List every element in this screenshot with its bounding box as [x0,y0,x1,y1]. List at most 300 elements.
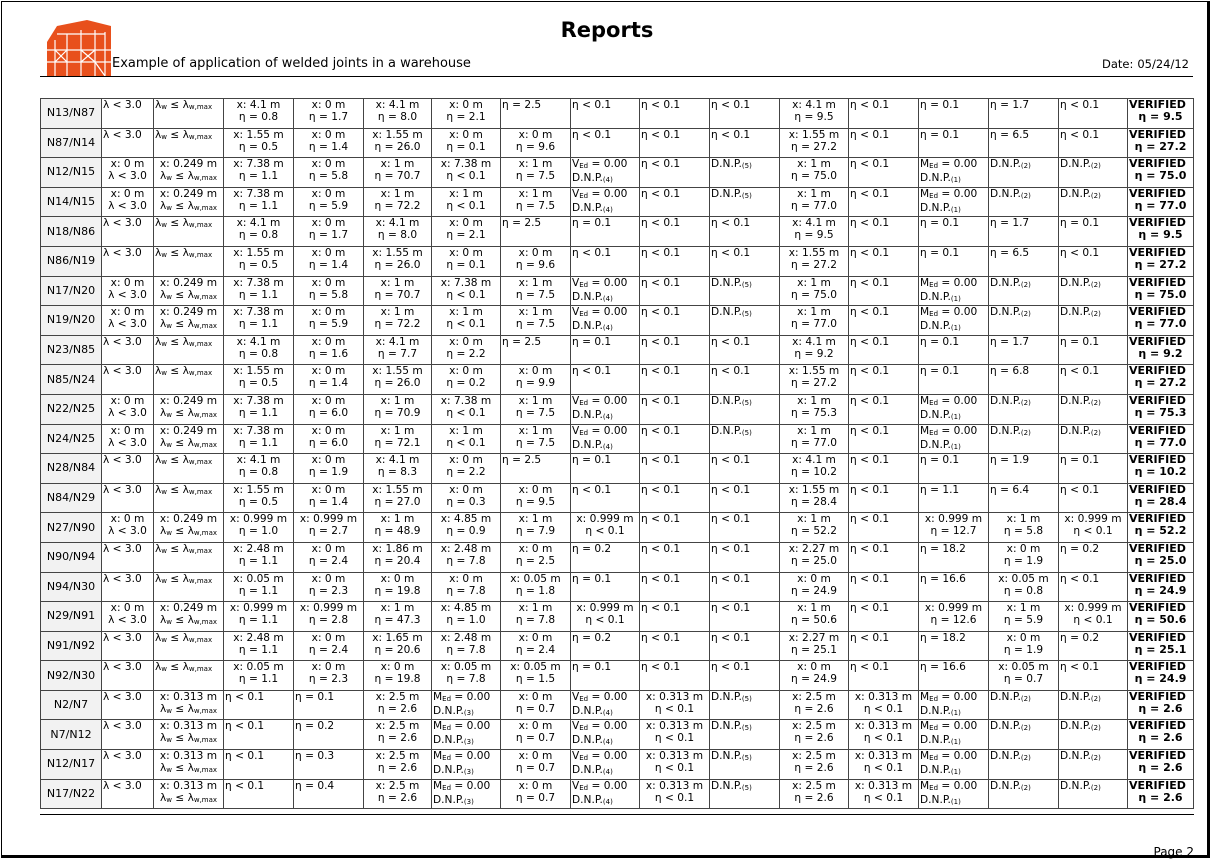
check-cell [102,306,154,336]
check-cell [849,335,919,365]
check-cell [294,276,364,306]
check-cell [224,513,294,543]
cell-line: x: 0 m [518,128,553,141]
cell-line: η = 2.2 [446,347,486,360]
cell-line: $D.N.P._{(5)}$ [711,158,752,171]
check-cell [989,365,1059,395]
check-cell [294,661,364,691]
check-cell [849,394,919,424]
check-cell [919,246,989,276]
cell-line: η < 0.1 [446,170,486,183]
result-cell [1128,99,1194,129]
bar-id-cell: N19/N20 [41,306,102,336]
cell-line: η < 0.1 [641,424,681,437]
check-cell [640,128,710,158]
cell-line: η < 0.1 [850,483,890,496]
cell-line: η = 1.9 [1003,643,1044,656]
cell-line: x: 0 m [311,246,346,259]
check-cell [364,158,432,188]
cell-line: η = 75.0 [1134,287,1187,301]
check-cell [154,217,224,247]
check-cell [102,276,154,306]
table-row [41,187,1194,217]
table-row [41,246,1194,276]
check-cell [501,779,571,809]
check-cell [294,99,364,129]
cell-line: η = 72.2 [374,199,421,212]
check-cell [989,483,1059,513]
result-cell [1128,602,1194,632]
cell-line: η = 7.8 [515,614,556,627]
report-subtitle: Example of application of welded joints in a warehouse [112,56,471,71]
check-cell [1059,394,1128,424]
check-cell [849,306,919,336]
cell-line: η < 0.1 [711,542,751,555]
check-cell [710,602,780,632]
cell-line: η < 0.1 [850,631,890,644]
check-cell [294,246,364,276]
cell-line: x: 1.55 m [372,483,423,496]
cell-line: η < 0.1 [863,762,904,775]
check-cell [364,217,432,247]
table-row [41,631,1194,661]
cell-line: x: 0.05 m [233,572,284,585]
check-cell [849,572,919,602]
table-row [41,661,1194,691]
cell-line: η < 0.1 [1073,614,1113,627]
check-cell [224,690,294,720]
check-cell [710,246,780,276]
cell-line: $D.N.P._{(1)}$ [920,438,961,451]
cell-line: x: 0 m [311,365,346,378]
cell-line: x: 0 m [311,454,346,467]
cell-line: η = 7.8 [446,643,486,656]
check-cell [849,246,919,276]
cell-line: η < 0.1 [711,602,751,615]
cell-line: VERIFIED [1129,305,1186,319]
check-cell [989,128,1059,158]
cell-line: η = 0.1 [920,335,960,348]
cell-line: x: 7.38 m [440,276,492,289]
check-cell [849,99,919,129]
cell-line: η = 0.1 [920,246,960,259]
cell-line: η = 2.6 [1138,731,1183,745]
cell-line: $\lambda_w \le \lambda_{w,max}$ [155,128,213,141]
check-cell [571,424,640,454]
cell-line: η < 0.1 [641,483,681,496]
check-cell [1059,572,1128,602]
check-cell [710,158,780,188]
cell-line: x: 1 m [380,394,415,407]
check-cell [154,542,224,572]
cell-line: λ < 3.0 [108,170,147,183]
cell-line: η < 0.1 [711,661,751,674]
cell-line: η = 0.1 [572,454,612,467]
check-cell [224,128,294,158]
cell-line: $M_{Ed} = 0.00$ [920,779,978,792]
check-cell [154,602,224,632]
cell-line: η < 0.1 [711,365,751,378]
cell-line: η = 10.2 [791,466,837,479]
cell-line: η = 24.9 [1134,583,1187,597]
cell-line: η = 2.6 [377,702,418,715]
cell-line: η = 77.0 [791,318,837,331]
cell-line: x: 0 m [518,631,553,644]
check-cell [224,454,294,484]
check-cell [432,335,501,365]
cell-line: η = 70.7 [374,170,421,183]
check-cell [501,720,571,750]
cell-line: x: 0.249 m [159,306,218,319]
cell-line: η = 0.3 [295,750,335,763]
cell-line: λ < 3.0 [103,720,142,733]
check-cell [919,631,989,661]
cell-line: x: 0.999 m [299,513,358,526]
cell-line: x: 0.05 m [233,661,284,674]
cell-line: x: 0 m [449,454,483,467]
cell-line: η < 0.1 [446,436,486,449]
cell-line: x: 2.27 m [788,631,840,644]
cell-line: x: 0.249 m [159,424,218,437]
cell-line: $D.N.P._{(1)}$ [920,172,961,185]
cell-line: η = 1.7 [990,335,1030,348]
cell-line: η < 0.1 [711,513,751,526]
cell-line: η = 2.2 [446,466,486,479]
cell-line: VERIFIED [1129,128,1186,141]
cell-line: η = 7.8 [446,554,486,567]
result-cell [1128,335,1194,365]
check-cell [102,217,154,247]
cell-line: η = 0.1 [1060,454,1100,467]
cell-line: x: 2.48 m [233,542,284,555]
check-cell [501,454,571,484]
result-cell [1128,128,1194,158]
cell-line: η < 0.1 [850,276,890,289]
cell-line: η = 18.2 [920,542,966,555]
cell-line: η < 0.1 [863,791,904,804]
check-cell [432,158,501,188]
cell-line: λ < 3.0 [103,750,142,763]
check-cell [501,217,571,247]
cell-line: x: 1.55 m [233,128,284,141]
cell-line: η = 0.2 [1060,631,1100,644]
check-cell [849,631,919,661]
cell-line: x: 1 m [449,187,483,200]
cell-line: η = 10.2 [1134,465,1187,479]
cell-line: $V_{Ed} = 0.00$ [572,750,628,763]
cell-line: η = 2.6 [1138,701,1183,715]
cell-line: η < 0.1 [850,99,890,111]
check-cell [294,602,364,632]
cell-line: x: 0 m [110,187,145,200]
cell-line: $\lambda_w \le \lambda_{w,max}$ [159,199,218,212]
cell-line: η = 1.1 [238,554,279,567]
check-cell [432,572,501,602]
cell-line: η = 6.5 [990,128,1030,141]
cell-line: x: 1 m [518,513,553,526]
cell-line: η = 25.1 [1134,642,1187,656]
cell-line: VERIFIED [1129,157,1186,171]
cell-line: $D.N.P._{(4)}$ [572,320,613,333]
cell-line: x: 0 m [311,483,346,496]
check-cell [571,572,640,602]
cell-line: η = 0.1 [920,454,960,467]
cell-line: η = 75.0 [791,170,837,183]
cell-line: x: 0 m [311,306,346,319]
check-cell [571,750,640,780]
check-cell [780,335,849,365]
check-cell [780,394,849,424]
check-cell [1059,187,1128,217]
cell-line: x: 4.85 m [440,602,492,615]
cell-line: η < 0.1 [641,513,681,526]
cell-line: η = 9.5 [794,229,834,242]
check-cell [1059,690,1128,720]
cell-line: $M_{Ed} = 0.00$ [920,720,978,733]
check-cell [1059,779,1128,809]
cell-line: $D.N.P._{(5)}$ [711,424,752,437]
cell-line: $D.N.P._{(2)}$ [1060,158,1101,171]
table-row [41,720,1194,750]
cell-line: η < 0.1 [711,572,751,585]
cell-line: $D.N.P._{(2)}$ [1060,394,1101,407]
cell-line: η < 0.1 [1060,572,1100,585]
check-cell [501,513,571,543]
cell-line: η = 7.5 [515,199,556,212]
cell-line: x: 0.249 m [159,602,218,615]
check-cell [501,690,571,720]
cell-line: η = 75.0 [1134,169,1187,183]
cell-line: η < 0.1 [641,661,681,674]
check-cell [640,99,710,129]
cell-line: x: 2.5 m [792,720,836,733]
cell-line: $M_{Ed} = 0.00$ [920,158,978,171]
cell-line: η = 7.8 [446,584,486,597]
check-cell [640,750,710,780]
check-cell [501,483,571,513]
cell-line: $D.N.P._{(5)}$ [711,187,752,200]
cell-line: $\lambda_w \le \lambda_{w,max}$ [155,483,213,496]
cell-line: η < 0.1 [641,572,681,585]
cell-line: η = 27.0 [374,495,421,508]
cell-line: η < 0.1 [863,702,904,715]
cell-line: x: 1.55 m [788,128,840,141]
cell-line: x: 1 m [1006,513,1041,526]
check-cell [571,276,640,306]
check-cell [780,365,849,395]
check-cell [102,720,154,750]
cell-line: η < 0.1 [572,99,612,111]
cell-line: η < 0.1 [850,128,890,141]
cell-line: VERIFIED [1129,394,1186,407]
check-cell [1059,750,1128,780]
check-cell [571,720,640,750]
cell-line: η = 5.9 [308,318,349,331]
cell-line: x: 0 m [449,217,483,230]
cell-line: η < 0.1 [850,246,890,259]
check-cell [294,690,364,720]
cell-line: x: 0.313 m [645,690,704,703]
check-cell [501,158,571,188]
cell-line: η = 0.9 [446,525,486,538]
check-cell [501,602,571,632]
cell-line: η = 48.9 [374,525,421,538]
cell-line: x: 2.27 m [788,542,840,555]
cell-line: η < 0.1 [711,454,751,467]
check-cell [989,217,1059,247]
cell-line: $D.N.P._{(3)}$ [433,734,474,747]
cell-line: $D.N.P._{(1)}$ [920,704,961,717]
check-cell [224,99,294,129]
cell-line: x: 0 m [311,572,346,585]
check-cell [780,424,849,454]
cell-line: η = 24.9 [791,584,837,597]
check-cell [571,602,640,632]
cell-line: $\lambda_w \le \lambda_{w,max}$ [155,454,213,467]
bar-id-cell: N90/N94 [41,542,102,572]
check-cell [780,513,849,543]
check-cell [640,542,710,572]
cell-line: x: 0.313 m [645,720,704,733]
result-cell [1128,779,1194,809]
check-cell [919,365,989,395]
cell-line: η < 0.1 [446,406,486,419]
table-row [41,513,1194,543]
cell-line: x: 0.999 m [576,513,634,526]
cell-line: η < 0.1 [446,288,486,301]
check-cell [640,365,710,395]
cell-line: VERIFIED [1129,276,1186,289]
check-cell [989,572,1059,602]
cell-line: η = 2.6 [377,791,418,804]
cell-line: $D.N.P._{(4)}$ [572,201,613,214]
check-cell [710,424,780,454]
cell-line: x: 0.05 m [440,661,492,674]
cell-line: η = 0.2 [1060,542,1100,555]
cell-line: x: 1 m [380,158,415,171]
check-cell [432,99,501,129]
cell-line: x: 0 m [518,779,553,792]
check-cell [154,513,224,543]
cell-line: x: 1 m [380,187,415,200]
cell-line: x: 0 m [311,631,346,644]
check-cell [989,394,1059,424]
check-cell [640,187,710,217]
check-cell [919,602,989,632]
check-cell [364,690,432,720]
cell-line: η = 9.5 [794,111,834,123]
check-cell [432,454,501,484]
cell-line: x: 0.05 m [998,661,1049,674]
check-cell [571,513,640,543]
cell-line: $\lambda_w \le \lambda_{w,max}$ [155,246,213,259]
cell-line: η = 2.6 [377,732,418,745]
check-cell [919,661,989,691]
check-cell [432,394,501,424]
cell-line: η = 7.5 [515,436,556,449]
cell-line: x: 0 m [518,365,553,378]
check-cell [501,276,571,306]
cell-line: $D.N.P._{(2)}$ [1060,424,1101,437]
cell-line: λ < 3.0 [103,690,142,703]
cell-line: η = 27.2 [1134,257,1187,271]
result-cell [1128,306,1194,336]
verification-table-body [41,99,1194,809]
check-cell [571,454,640,484]
check-cell [989,690,1059,720]
cell-line: x: 0 m [797,572,831,585]
cell-line: VERIFIED [1129,749,1186,763]
check-cell [640,335,710,365]
check-cell [364,631,432,661]
cell-line: η = 0.1 [572,661,612,674]
bar-id-cell: N23/N85 [41,335,102,365]
check-cell [919,335,989,365]
check-cell [849,720,919,750]
cell-line: x: 4.1 m [792,454,836,467]
check-cell [154,572,224,602]
cell-line: η < 0.1 [711,631,751,644]
check-cell [364,602,432,632]
cell-line: η = 0.4 [295,779,335,792]
check-cell [102,690,154,720]
check-cell [710,394,780,424]
header-rule [40,76,1193,77]
cell-line: x: 4.1 m [236,99,281,111]
cell-line: η < 0.1 [850,661,890,674]
cell-line: $D.N.P._{(5)}$ [711,750,752,763]
check-cell [640,690,710,720]
cell-line: VERIFIED [1129,542,1186,555]
check-cell [919,690,989,720]
check-cell [571,779,640,809]
cell-line: η = 20.6 [374,643,421,656]
cell-line: η = 5.8 [1003,525,1044,538]
check-cell [849,454,919,484]
cell-line: η = 7.5 [515,288,556,301]
check-cell [224,276,294,306]
check-cell [571,394,640,424]
check-cell [989,720,1059,750]
cell-line: x: 1 m [518,424,553,437]
check-cell [432,276,501,306]
check-cell [501,750,571,780]
check-cell [501,542,571,572]
cell-line: λ < 3.0 [103,483,142,496]
cell-line: VERIFIED [1129,631,1186,644]
table-row [41,483,1194,513]
cell-line: VERIFIED [1129,483,1186,496]
check-cell [294,217,364,247]
cell-line: x: 1 m [797,158,831,171]
cell-line: $\lambda_w \le \lambda_{w,max}$ [159,170,218,183]
cell-line: η = 9.5 [515,495,556,508]
check-cell [224,542,294,572]
check-cell [989,542,1059,572]
check-cell [919,513,989,543]
cell-line: x: 1 m [518,276,553,289]
check-cell [849,187,919,217]
cell-line: η = 12.7 [930,525,977,538]
cell-line: λ < 3.0 [103,335,142,348]
cell-line: λ < 3.0 [103,779,142,792]
check-cell [432,365,501,395]
check-cell [102,513,154,543]
cell-line: $\lambda_w \le \lambda_{w,max}$ [155,365,213,378]
check-cell [432,128,501,158]
cell-line: η = 19.8 [374,584,421,597]
check-cell [154,720,224,750]
